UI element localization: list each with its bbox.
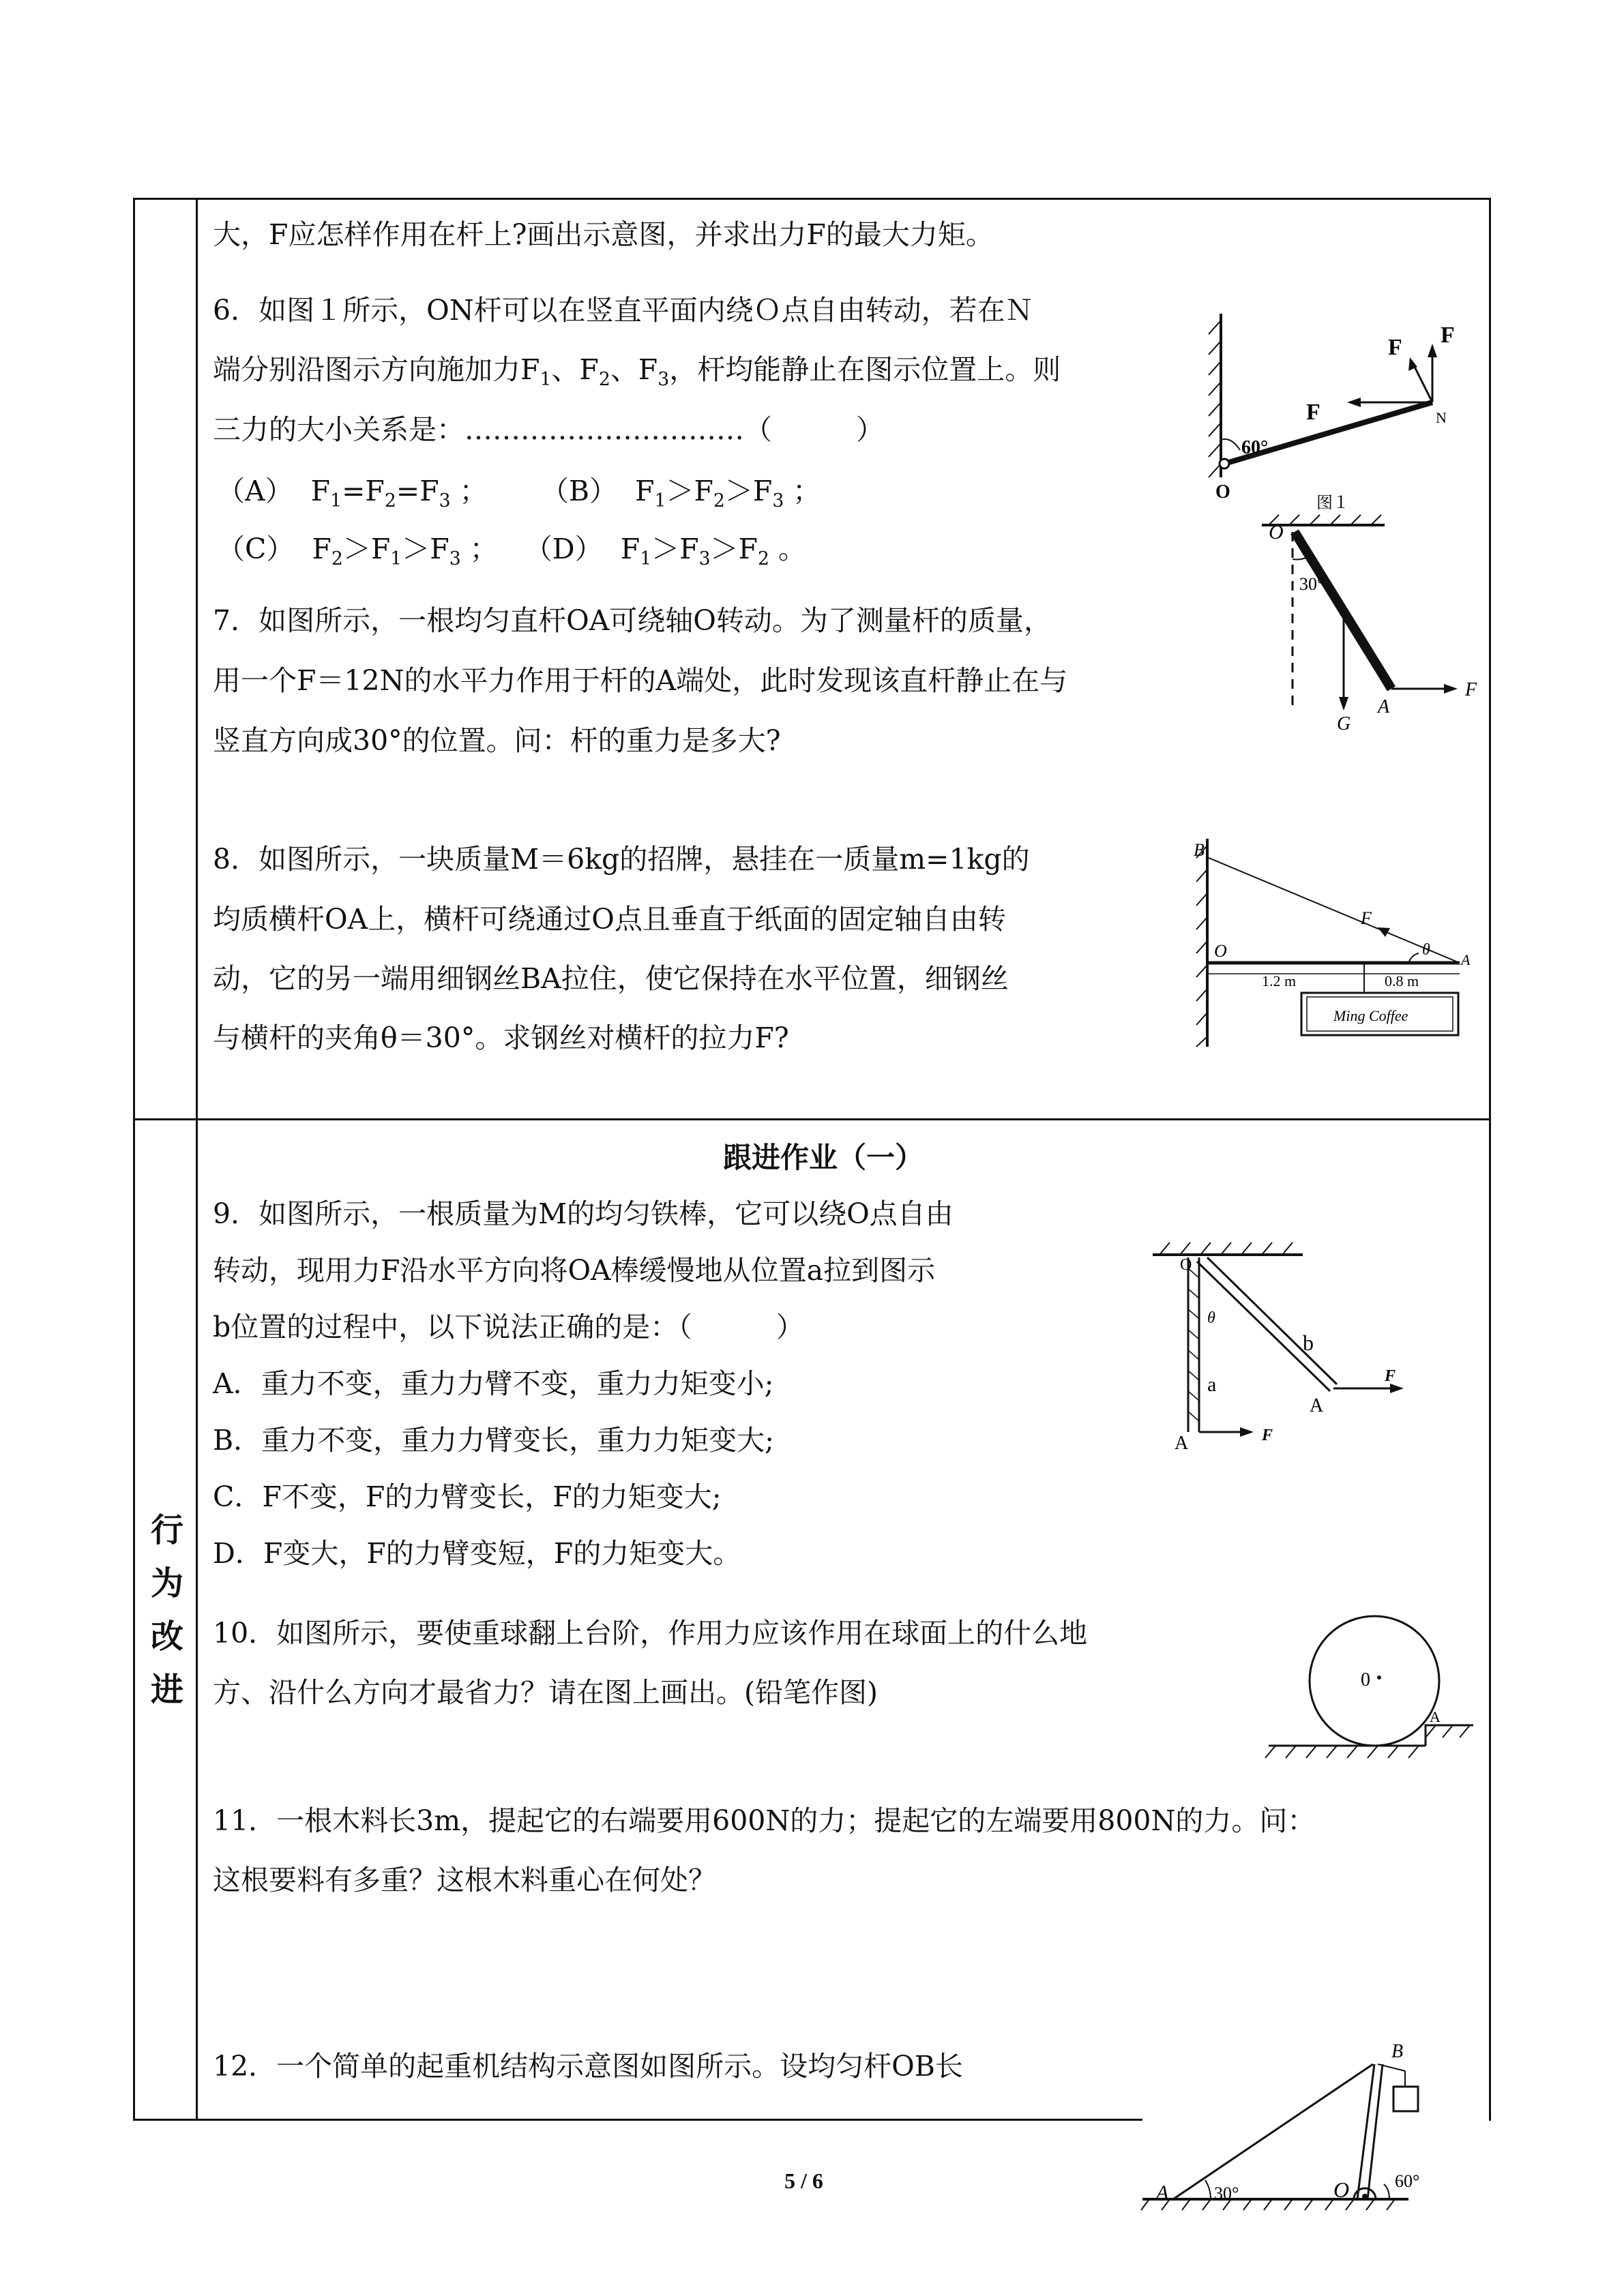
q6-line2: 端分别沿图示方向施加力$F_1$、$F_2$、$F_3$，杆均能静止在图示位置上。则 <box>213 353 1061 391</box>
q8-line3: 动，它的另一端用细钢丝BA拉住，使它保持在水平位置，细钢丝 <box>213 962 1009 995</box>
side-label-char-1: 行 <box>150 1511 183 1549</box>
q7-fig-f: F <box>1465 679 1477 700</box>
side-label-char-3: 改 <box>150 1617 183 1656</box>
table-bottom-border <box>133 2119 1142 2121</box>
q10-figure <box>1255 1609 1487 1766</box>
q6-line3: 三力的大小关系是：…………………………（ ） <box>213 413 884 446</box>
q7-fig-angle: 30° <box>1299 574 1325 594</box>
side-label-char-4: 进 <box>150 1671 183 1709</box>
q8-fig-sign: Ming Coffee <box>1333 1007 1408 1024</box>
q6-fig-f3: F <box>1441 323 1455 348</box>
table-mid-border <box>133 1118 1490 1120</box>
q6-options-ab: （A） $F_1=F_2=F_3$ ； （B） $F_1>F_2>F_3$ ； <box>217 475 821 512</box>
q9-fig-a-pos: a <box>1207 1373 1217 1396</box>
q12-line1: 12．一个简单的起重机结构示意图如图所示。设均匀杆OB长 <box>213 2050 963 2083</box>
q7-fig-g: G <box>1337 713 1351 734</box>
section-heading: 跟进作业（一） <box>723 1141 924 1174</box>
q9-fig-theta: θ <box>1207 1309 1215 1327</box>
q7-fig-o: O <box>1269 521 1284 543</box>
q8-fig-theta: θ <box>1422 941 1430 959</box>
table-inner-border <box>196 198 198 2121</box>
q8-fig-a: A <box>1461 951 1471 968</box>
q9-line2: 转动，现用力F沿水平方向将OA棒缓慢地从位置a拉到图示 <box>213 1254 936 1287</box>
q6-fig-f1: F <box>1306 400 1320 425</box>
q9-line3: b位置的过程中，以下说法正确的是：（ ） <box>213 1311 804 1343</box>
q9-fig-o: O <box>1180 1256 1192 1274</box>
q9-line1: 9．如图所示，一根质量为M的均匀铁棒，它可以绕O点自由 <box>213 1197 954 1230</box>
q6-fig-n: N <box>1436 409 1447 426</box>
page-number: 5 / 6 <box>784 2168 823 2193</box>
table-left-border <box>133 198 135 2121</box>
q6-fig-f2: F <box>1388 335 1402 360</box>
side-label-char-2: 为 <box>150 1564 183 1602</box>
q10-line1: 10．如图所示，要使重球翻上台阶，作用力应该作用在球面上的什么地 <box>213 1617 1088 1650</box>
q11-line2: 这根要料有多重？这根木料重心在何处？ <box>213 1864 716 1896</box>
q7-line3: 竖直方向成30°的位置。问：杆的重力是多大? <box>213 724 781 757</box>
q6-line1: 6．如图１所示，ON杆可以在竖直平面内绕Ｏ点自由转动，若在Ｎ <box>213 294 1033 327</box>
q9-fig-a2: A <box>1310 1395 1324 1416</box>
q12-fig-angle2: 60° <box>1395 2171 1420 2191</box>
q11-line1: 11．一根木料长3m，提起它的右端要用600N的力；提起它的左端要用800N的力。问： <box>213 1804 1316 1837</box>
q10-fig-a: A <box>1430 1708 1441 1725</box>
q12-fig-b: B <box>1391 2041 1404 2062</box>
q12-fig-angle1: 30° <box>1214 2183 1239 2203</box>
q9-fig-b: b <box>1303 1330 1314 1355</box>
q12-fig-o: O <box>1333 2177 1350 2202</box>
table-top-border <box>133 198 1490 200</box>
q9-option-a: A．重力不变，重力力臂不变，重力力矩变小; <box>213 1367 774 1400</box>
q10-line2: 方、沿什么方向才最省力？请在图上画出。(铅笔作图) <box>213 1676 878 1709</box>
q8-fig-d1: 1.2 m <box>1262 972 1297 989</box>
q8-line4: 与横杆的夹角θ＝30°。求钢丝对横杆的拉力F? <box>213 1022 789 1054</box>
q8-fig-d2: 0.8 m <box>1385 972 1419 989</box>
q8-line1: 8．如图所示，一块质量M＝6kg的招牌，悬挂在一质量m=1kg的 <box>213 843 1030 876</box>
q6-fig-o: O <box>1215 481 1230 503</box>
q7-line1: 7．如图所示，一根均匀直杆OA可绕轴O转动。为了测量杆的质量， <box>213 604 1052 637</box>
q12-fig-a: A <box>1156 2181 1169 2204</box>
q5-tail: 大，F应怎样作用在杆上?画出示意图，并求出力F的最大力矩。 <box>213 218 994 251</box>
q8-fig-o: O <box>1214 941 1227 961</box>
q10-fig-o: 0 <box>1361 1669 1370 1690</box>
q9-figure <box>1139 1227 1426 1452</box>
q9-option-b: B．重力不变，重力力臂变长，重力力矩变大; <box>213 1424 774 1457</box>
q9-option-d: D．F变大，F的力臂变短，F的力矩变大。 <box>213 1537 741 1570</box>
q9-fig-a1: A <box>1175 1433 1189 1452</box>
q6-figure <box>1200 300 1487 511</box>
q6-fig-angle: 60° <box>1241 437 1269 458</box>
q8-fig-f: F <box>1361 908 1372 928</box>
q8-line2: 均质横杆OA上，横杆可绕通过O点且垂直于纸面的固定轴自由转 <box>213 903 1006 936</box>
q8-figure <box>1187 832 1473 1057</box>
q6-options-cd: （C） $F_2>F_1>F_3$ ； （D） $F_1>F_3>F_2$ 。 <box>217 533 806 570</box>
q7-fig-a: A <box>1378 696 1390 717</box>
q9-option-c: C．F不变，F的力臂变长，F的力矩变大; <box>213 1480 722 1513</box>
q7-line2: 用一个F＝12N的水平力作用于杆的A端处，此时发现该直杆静止在与 <box>213 664 1068 697</box>
table-right-border <box>1489 198 1491 2121</box>
q12-figure <box>1136 2036 1483 2220</box>
q7-figure <box>1248 511 1494 736</box>
q6-fig-caption: 图１ <box>1316 494 1349 511</box>
q9-fig-f1: F <box>1262 1427 1273 1444</box>
q8-fig-b: B <box>1194 840 1205 860</box>
q9-fig-f2: F <box>1385 1367 1396 1385</box>
